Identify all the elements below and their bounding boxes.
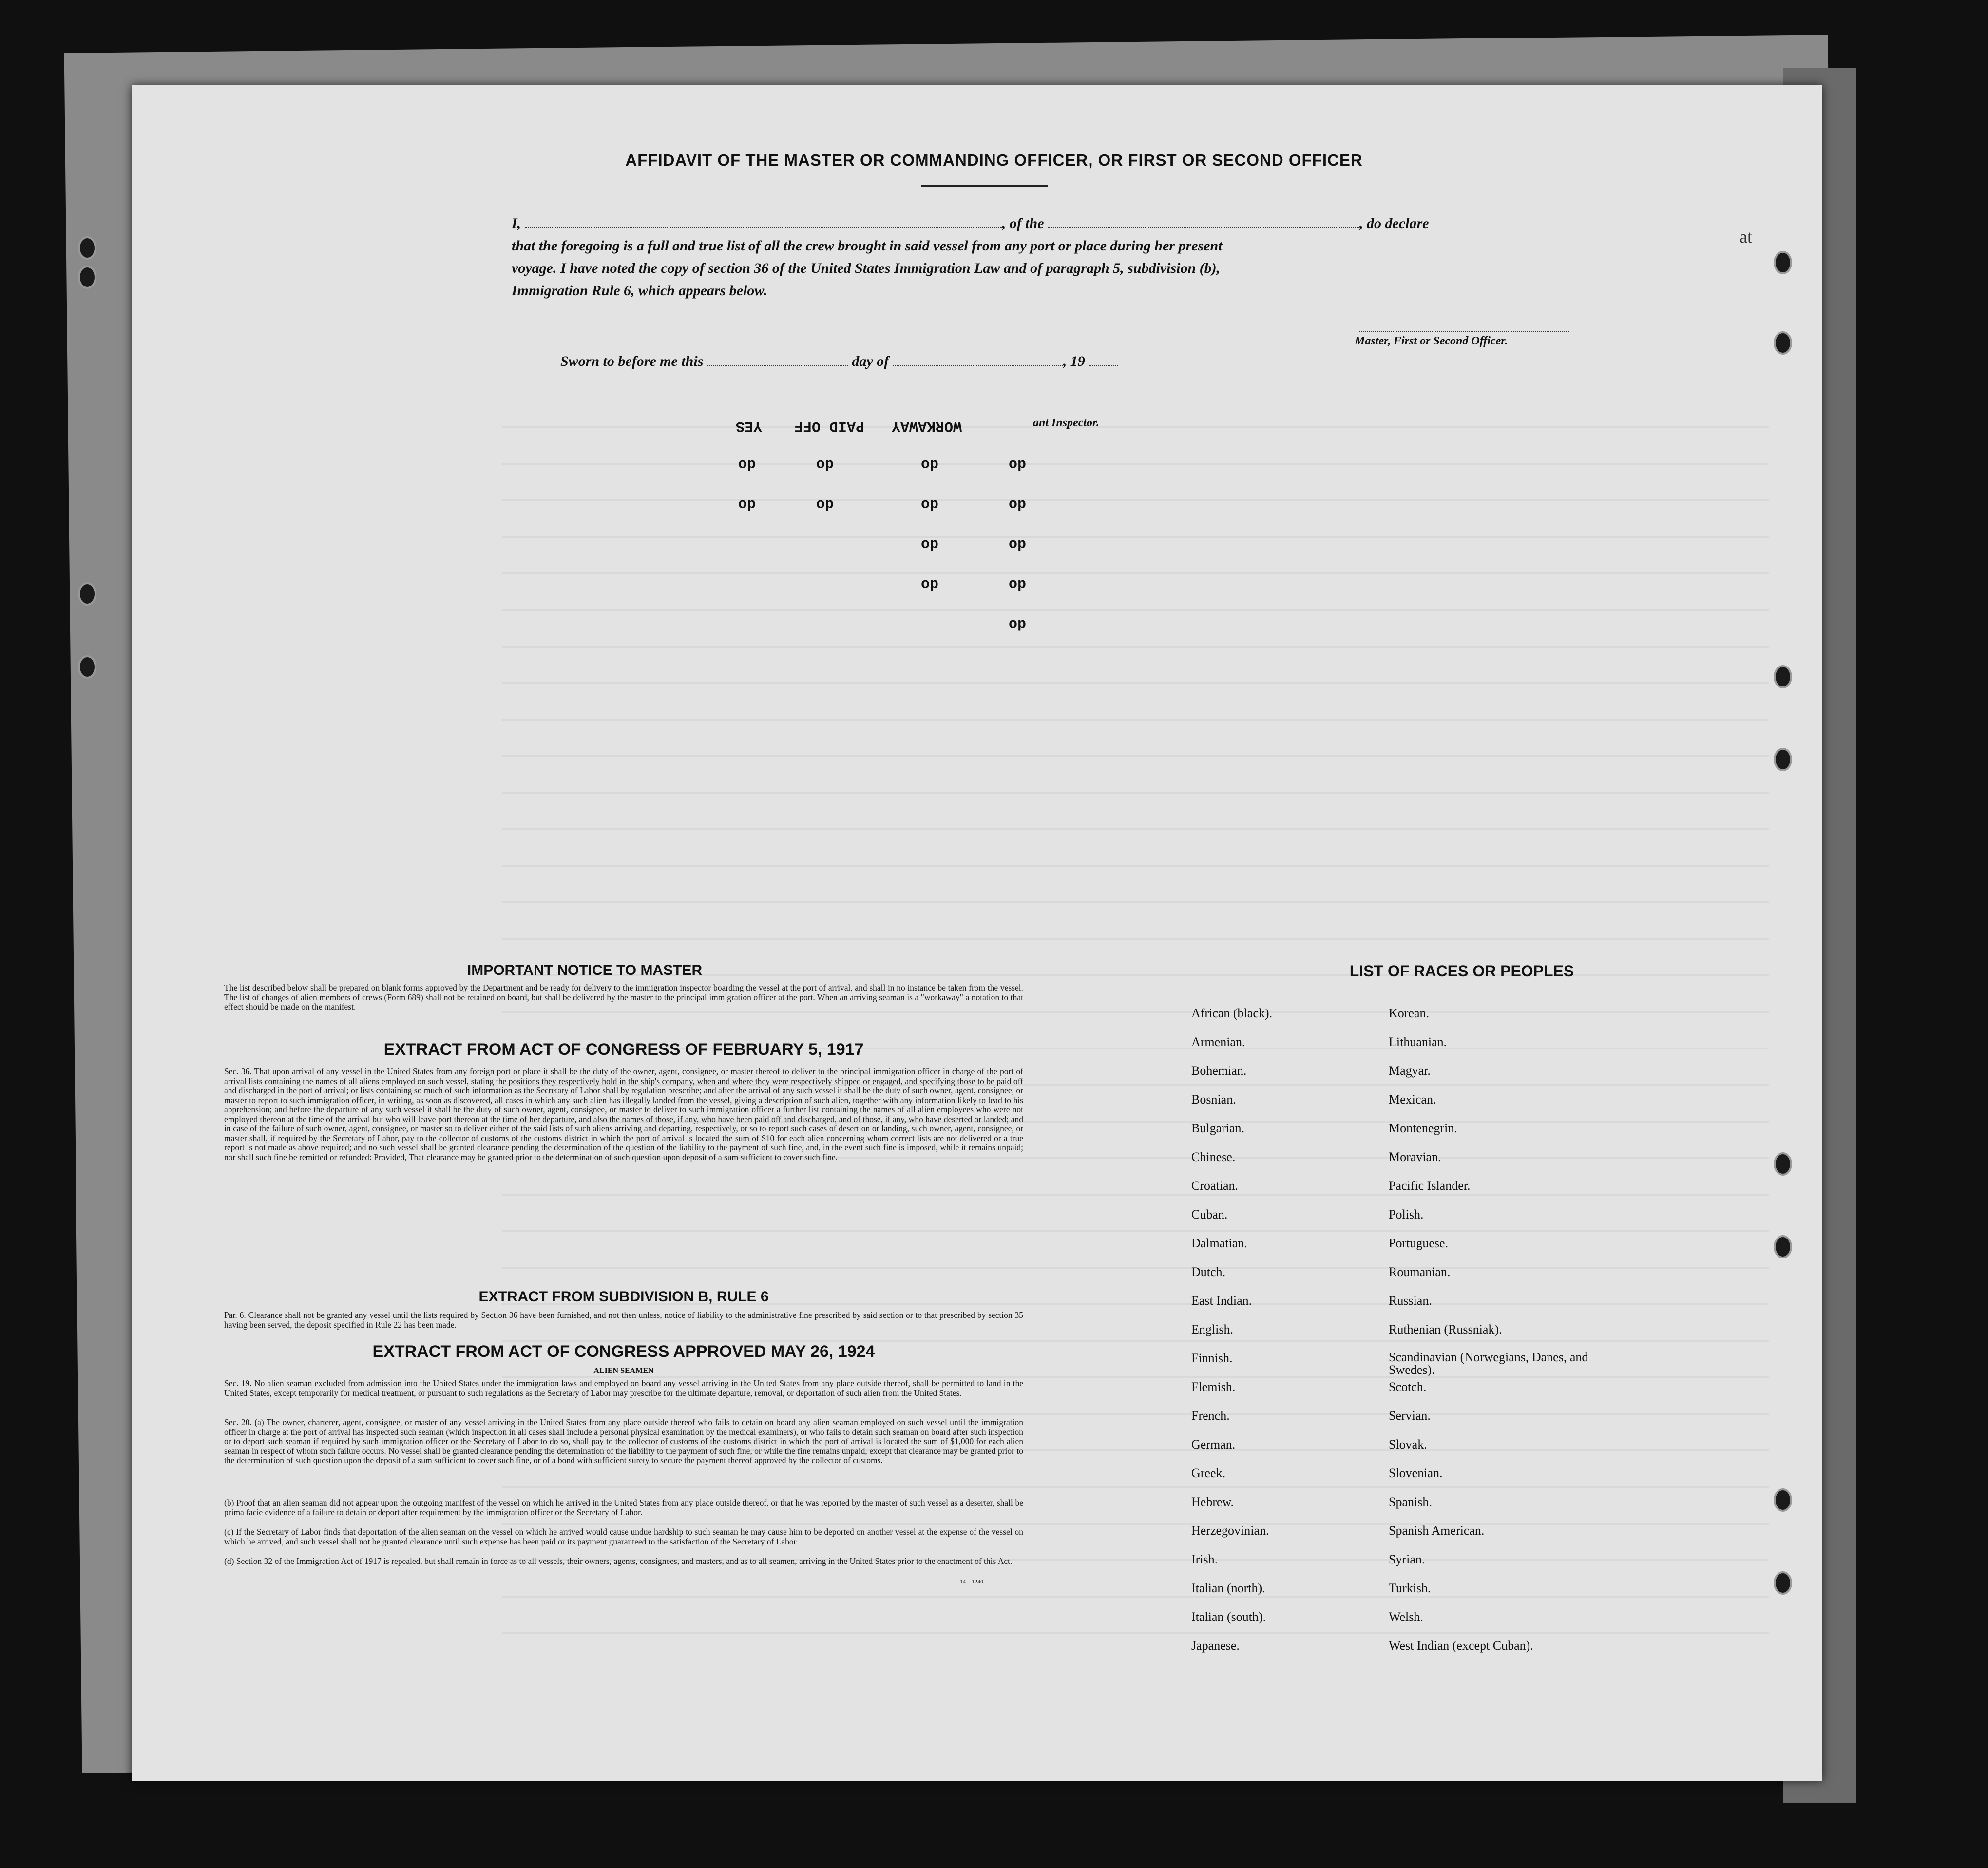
affidavit-line-4: Immigration Rule 6, which appears below. — [512, 283, 767, 299]
punch-hole — [78, 582, 96, 606]
punch-hole — [1774, 1152, 1792, 1176]
sworn-year-field[interactable] — [1089, 352, 1118, 366]
stamp-do-mark: do — [921, 535, 939, 552]
race-item: Greek. — [1191, 1466, 1226, 1480]
race-item: Scotch. — [1389, 1380, 1427, 1394]
alien-seamen-subtitle: ALIEN SEAMEN — [593, 1367, 654, 1375]
stamp-do-mark: do — [738, 496, 756, 512]
extract-1917-title: EXTRACT FROM ACT OF CONGRESS OF FEBRUARY 5, 1917 — [383, 1040, 864, 1059]
race-item: Servian. — [1389, 1409, 1431, 1423]
margin-mark-at: at — [1740, 227, 1752, 247]
race-item: Bulgarian. — [1191, 1121, 1245, 1135]
race-item: East Indian. — [1191, 1294, 1252, 1308]
race-item: Syrian. — [1389, 1552, 1425, 1566]
affidavit-declare: , do declare — [1359, 215, 1429, 231]
race-item: Dalmatian. — [1191, 1236, 1247, 1250]
inspector-label: ant Inspector. — [1033, 417, 1100, 429]
punch-hole — [1774, 1488, 1792, 1512]
year-label: , 19 — [1063, 353, 1085, 369]
subdivision-title: EXTRACT FROM SUBDIVISION B, RULE 6 — [478, 1289, 769, 1305]
extract-1924-title: EXTRACT FROM ACT OF CONGRESS APPROVED MAY 26, 1924 — [372, 1342, 875, 1361]
master-name-field[interactable] — [525, 214, 1002, 228]
bleed-through-row — [502, 938, 1769, 940]
stamp-workaway: WORKAWAY — [892, 418, 962, 434]
day-of-label: day of — [852, 353, 889, 369]
race-item: Korean. — [1389, 1006, 1430, 1020]
punch-hole — [1774, 748, 1792, 771]
race-item: Portuguese. — [1389, 1236, 1449, 1250]
stamp-do-mark: do — [921, 575, 939, 592]
punch-hole — [1774, 331, 1792, 355]
extract-1917-body: Sec. 36. That upon arrival of any vessel in the United States from any foreign port or place it shall be the duty of the owner, agent, consignee, or master thereof to deliver to the principal immigration officer in charge of the port of arrival lists containing the names of all aliens employed on such vessel, stating the positions they respectively hold in the ship's company, when and where they were respectively shipped or engaged, and specifying those to be paid off and discharged in the port of arrival; or lists containing so much of such information as the Secretary of Labor shall by regulation prescribe; and after the arrival of any such vessel it shall be the duty of such owner, agent, consignee, or master to report to such immigration officer, in writing, as soon as discovered, all cases in which any such alien has illegally landed from the vessel, giving a description of such alien, together with any information likely to lead to his apprehension; and before the departure of any such vessel it shall be the duty of such owner, agent, consignee, or master to deliver to such immigration officer a further list containing the names of all alien employees who were not employed thereon at the time of the arrival but who will leave port thereon at the time of her departure, and also the names of those, if any, who have been paid off and discharged, and of those, if any, who have deserted or landed; and in case of the failure of such owner, agent, consignee, or master so to deliver either of the said lists of such aliens arriving and departing, respectively, or so to report such cases of desertion or landing, such owner, agent, consignee, or master shall, if required by the Secretary of Labor, pay to the collector of customs of the customs district in which the port of arrival is located the sum of $10 for each alien concerning whom correct lists are not delivered or a true report is not made as above required; and no such vessel shall be granted clearance pending the determination of the question of the liability to the payment of such fine, and, in the event such fine is imposed, while it remains unpaid; nor shall such fine be remitted or refunded: Provided, That clearance may be granted prior to the determination of such question upon deposit of a sum sufficient to cover such fine. — [224, 1067, 1023, 1162]
stamp-do-mark: do — [816, 456, 834, 472]
stamp-do-mark: do — [1009, 496, 1027, 512]
race-item: Roumanian. — [1389, 1265, 1451, 1279]
bleed-through-row — [502, 499, 1769, 501]
stamp-do-mark: do — [921, 456, 939, 472]
bleed-through-row — [502, 463, 1769, 465]
stamp-do-mark: do — [816, 496, 834, 512]
punch-hole — [78, 655, 96, 679]
subdivision-body: Par. 6. Clearance shall not be granted any vessel until the lists required by Section 36 have been furnished, and not then unless, notice of liability to the administrative fine prescribed by said section or to that prescribed by section 35 having been served, the deposit specified in Rule 22 has been made. — [224, 1310, 1023, 1330]
races-left-column — [1191, 1006, 1272, 1667]
extract-1924-sec20a: Sec. 20. (a) The owner, charterer, agent, consignee, or master of any vessel arriving in the United States from any place outside thereof who fails to detain on board any alien seaman employed on such vessel until the immigration officer in charge at the port of arrival has inspected such seaman (which inspection in all cases shall include a personal physical examination by the medical examiners), or who fails to detain such seaman on board after such inspection or to deport such seaman if required by such immigration officer or the Secretary of Labor to do so, shall pay to the collector of customs of the customs district in which the port of arrival is located the sum of $1,000 for each alien seaman in respect of whom such failure occurs. No vessel shall be granted clearance pending the determination of the liability to the payment of such fine, or while the fine remains unpaid, except that clearance may be granted prior to the determination of such question upon the deposit of a sum sufficient to cover such fine, or of a bond with sufficient surety to secure the payment thereof approved by the collector of customs. — [224, 1417, 1023, 1465]
punch-hole — [78, 236, 96, 260]
form-number: 14—1240 — [960, 1578, 983, 1585]
notice-body: The list described below shall be prepared on blank forms approved by the Department and be ready for delivery to the immigration inspector boarding the vessel at the port of arrival, and shall in no instance be taken from the vessel. The list of changes of alien members of crews (Form 689) shall not be retained on board, but shall be delivered by the master to the principal immigration officer at the port. When an arriving seaman is a "workaway" a notation to that effect should be made on the manifest. — [224, 983, 1023, 1011]
punch-hole — [78, 266, 96, 289]
bleed-through-row — [502, 609, 1769, 611]
manifest-page — [132, 85, 1822, 1781]
affidavit-title: AFFIDAVIT OF THE MASTER OR COMMANDING OFFICER, OR FIRST OR SECOND OFFICER — [625, 151, 1363, 169]
affidavit-i: I, — [512, 215, 521, 231]
sworn-label: Sworn to before me this — [560, 353, 704, 369]
race-item: Cuban. — [1191, 1207, 1228, 1221]
stamp-do-mark: do — [921, 496, 939, 512]
race-item: Dutch. — [1191, 1265, 1226, 1279]
race-item: Russian. — [1389, 1294, 1432, 1308]
bleed-through-row — [502, 536, 1769, 538]
affidavit-line-1 — [512, 214, 1429, 232]
races-title: LIST OF RACES OR PEOPLES — [1349, 962, 1574, 980]
race-item: West Indian (except Cuban). — [1389, 1639, 1533, 1653]
extract-1924-sec20c: (c) If the Secretary of Labor finds that deportation of the alien seaman on the vessel on which he arrived would cause undue hardship to such seaman he may cause him to be deported on another vessel at the expense of the vessel on which he arrived, and such vessel shall not be granted clearance until such expense has been paid or its payment guaranteed to the satisfaction of the Secretary of Labor. — [224, 1527, 1023, 1546]
race-item: French. — [1191, 1409, 1230, 1423]
race-item: Armenian. — [1191, 1035, 1245, 1049]
race-item: Croatian. — [1191, 1179, 1239, 1193]
race-item: Lithuanian. — [1389, 1035, 1447, 1049]
notice-title: IMPORTANT NOTICE TO MASTER — [467, 962, 703, 978]
vessel-name-field[interactable] — [1048, 214, 1359, 228]
bleed-through-row — [502, 426, 1769, 428]
signature-label: Master, First or Second Officer. — [1355, 335, 1508, 347]
race-item: Turkish. — [1389, 1581, 1431, 1595]
race-item: Irish. — [1191, 1552, 1218, 1566]
signature-line[interactable] — [1359, 331, 1569, 332]
race-item: Scandinavian (Norwegians, Danes, and Swedes). — [1389, 1350, 1588, 1377]
race-item: Moravian. — [1389, 1150, 1441, 1164]
race-item: Italian (north). — [1191, 1581, 1265, 1595]
affidavit-line-2: that the foregoing is a full and true list of all the crew brought in said vessel from any port or place during her present — [512, 238, 1223, 254]
race-item: Japanese. — [1191, 1639, 1240, 1653]
race-item: Slovenian. — [1389, 1466, 1443, 1480]
stamp-yes: YES — [736, 418, 763, 434]
race-item: Bohemian. — [1191, 1064, 1247, 1078]
races-right-column — [1389, 1006, 1598, 1667]
race-item: Spanish American. — [1389, 1524, 1485, 1538]
punch-hole — [1774, 1235, 1792, 1258]
sworn-day-field[interactable] — [707, 352, 848, 366]
race-item: Mexican. — [1389, 1092, 1436, 1106]
bleed-through-row — [502, 719, 1769, 721]
race-item: Chinese. — [1191, 1150, 1236, 1164]
race-item: English. — [1191, 1322, 1233, 1336]
race-item: Italian (south). — [1191, 1610, 1266, 1624]
race-item: Welsh. — [1389, 1610, 1423, 1624]
punch-hole — [1774, 665, 1792, 688]
affidavit-line-3: voyage. I have noted the copy of section 36 of the United States Immigration Law and of paragraph 5, subdivision (b), — [512, 260, 1221, 276]
stamp-do-mark: do — [1009, 615, 1027, 632]
extract-1924-sec20b: (b) Proof that an alien seaman did not appear upon the outgoing manifest of the vessel on which he arrived in the United States from any place outside thereof, or that he was reported by the master of such vessel as a deserter, shall be prima facie evidence of a failure to detain or deport after requirement by the immigration officer or the Secretary of Labor. — [224, 1498, 1023, 1517]
race-item: African (black). — [1191, 1006, 1273, 1020]
bleed-through-row — [502, 828, 1769, 830]
race-item: Ruthenian (Russniak). — [1389, 1322, 1502, 1336]
bleed-through-row — [502, 792, 1769, 794]
punch-hole — [1774, 251, 1792, 274]
stamp-paid-off: PAID OFF — [794, 418, 865, 434]
punch-hole — [1774, 1571, 1792, 1595]
race-item: Spanish. — [1389, 1495, 1432, 1509]
bleed-through-row — [502, 755, 1769, 757]
race-item: Flemish. — [1191, 1380, 1236, 1394]
stamp-do-mark: do — [738, 456, 756, 472]
race-item: Montenegrin. — [1389, 1121, 1457, 1135]
race-item: Herzegovinian. — [1191, 1524, 1269, 1538]
bleed-through-row — [502, 865, 1769, 867]
bleed-through-row — [502, 572, 1769, 574]
extract-1924-sec20d: (d) Section 32 of the Immigration Act of 1917 is repealed, but shall remain in force as to all vessels, their owners, agents, consignees, and masters, and as to all seamen, arriving in the United States prior to the enactment of this Act. — [224, 1556, 1013, 1566]
stamp-do-mark: do — [1009, 575, 1027, 592]
extract-1924-sec19: Sec. 19. No alien seaman excluded from admission into the United States under the immigration laws and employed on board any vessel arriving in the United States from any place outside thereof, shall be permitted to land in the United States, except temporarily for medical treatment, or pursuant to such regulations as the Secretary of Labor may prescribe for the ultimate departure, removal, or deportation of such alien from the United States. — [224, 1378, 1023, 1398]
bleed-through-row — [502, 901, 1769, 903]
bleed-through-row — [502, 646, 1769, 648]
race-item: Magyar. — [1389, 1064, 1431, 1078]
race-item: Slovak. — [1389, 1437, 1427, 1451]
sworn-month-field[interactable] — [893, 352, 1063, 366]
sworn-line — [560, 352, 1118, 370]
race-item: Polish. — [1389, 1207, 1424, 1221]
race-item: Finnish. — [1191, 1351, 1233, 1365]
bleed-through-row — [502, 682, 1769, 684]
race-item: Hebrew. — [1191, 1495, 1234, 1509]
race-item: Bosnian. — [1191, 1092, 1236, 1106]
stamp-do-mark: do — [1009, 535, 1027, 552]
race-item: German. — [1191, 1437, 1236, 1451]
affidavit-of-the: , of the — [1002, 215, 1044, 231]
stamp-do-mark: do — [1009, 456, 1027, 472]
race-item: Pacific Islander. — [1389, 1179, 1471, 1193]
title-rule — [921, 185, 1048, 187]
